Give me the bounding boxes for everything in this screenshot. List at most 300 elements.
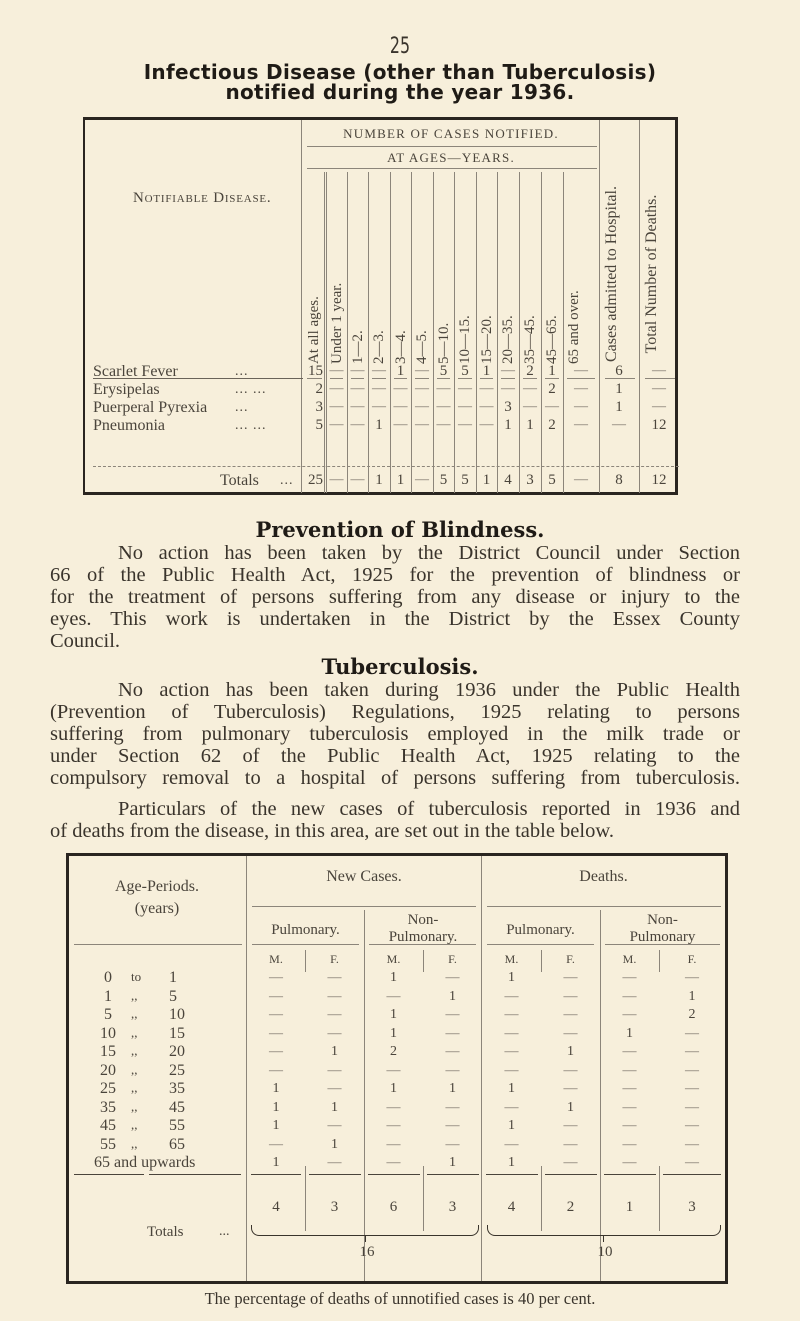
age-column-header: 3—4.: [393, 330, 409, 364]
age-from: 15: [100, 1043, 116, 1060]
table-cell: —: [685, 1136, 699, 1152]
table-cell: —: [523, 399, 537, 414]
age-from: 45: [100, 1117, 116, 1134]
table-cell: —: [393, 417, 408, 432]
table-cell: —: [685, 1155, 699, 1170]
totals-cell: 3: [688, 1199, 696, 1215]
divider: [433, 172, 434, 493]
table-cell: —: [574, 399, 588, 414]
age-separator: ,,: [131, 1043, 138, 1058]
table-cell: —: [436, 417, 451, 432]
table-cell: —: [269, 1044, 283, 1059]
infectious-title-line1: Infectious Disease (other than Tuberculosis): [143, 60, 657, 84]
table-cell: 1: [626, 1025, 633, 1041]
leader-dots: ... ...: [235, 418, 267, 433]
age-column-header: 10—15.: [457, 315, 473, 364]
table-cell: —: [445, 1044, 460, 1059]
table-cell: 6: [615, 363, 623, 379]
table-cell: —: [372, 363, 386, 378]
divider: [541, 1166, 542, 1231]
table-cell: —: [622, 1007, 637, 1022]
tuberculosis-heading: Tuberculosis.: [321, 654, 479, 679]
divider: [301, 120, 302, 493]
divider: [545, 1174, 597, 1175]
table-cell: —: [269, 1136, 283, 1152]
age-to: 5: [169, 987, 177, 1005]
table-cell: —: [622, 1081, 637, 1096]
table-cell: —: [386, 1155, 401, 1170]
table-cell: —: [269, 988, 283, 1004]
tuberculosis-paragraph-1: [50, 679, 740, 789]
table-cell: —: [445, 1007, 460, 1022]
totals-cell: 4: [272, 1199, 280, 1215]
table-cell: —: [415, 417, 429, 432]
table-cell: —: [445, 970, 460, 985]
age-to: 20: [169, 1043, 185, 1060]
table-cell: 3: [526, 472, 534, 488]
table-cell: —: [504, 988, 519, 1004]
table-cell: —: [504, 1099, 519, 1115]
table-cell: —: [563, 1025, 578, 1041]
divider: [427, 1174, 479, 1175]
age-column-header: At all ages.: [306, 296, 322, 364]
age-from: 10: [100, 1024, 116, 1042]
table-cell: —: [479, 381, 494, 396]
table-cell: 1: [548, 363, 556, 379]
divider: [563, 172, 564, 493]
age-column-header: 1—2.: [350, 330, 366, 364]
table-cell: —: [563, 1062, 578, 1078]
deaths-brace: [487, 1225, 721, 1236]
table-cell: 1: [272, 1118, 280, 1133]
age-to: 35: [169, 1080, 185, 1097]
table-cell: —: [504, 1025, 519, 1041]
table-cell: 3: [504, 399, 512, 415]
table-cell: —: [329, 472, 344, 487]
table-cell: 1: [508, 1155, 515, 1170]
divider: [541, 172, 542, 493]
nc-pulmonary-header: Pulmonary.: [271, 922, 340, 938]
table-cell: 5: [548, 472, 556, 488]
table-cell: 1: [482, 363, 491, 379]
new-cases-brace: [251, 1225, 479, 1236]
age-from: 5: [104, 1006, 112, 1023]
table-cell: —: [327, 970, 342, 985]
deaths-column-header: Total Number of Deaths.: [643, 194, 660, 354]
divider: [659, 1166, 660, 1231]
divider: [476, 172, 477, 493]
age-separator: ,,: [131, 1135, 138, 1151]
table-cell: 8: [615, 472, 623, 488]
table-cell: —: [622, 1155, 637, 1170]
divider: [390, 172, 391, 493]
table-cell: 1: [390, 1007, 397, 1022]
table-cell: —: [504, 1136, 519, 1152]
divider: [368, 1174, 420, 1175]
table-cell: —: [350, 472, 365, 487]
table-cell: 1: [272, 1099, 280, 1115]
divider: [305, 1166, 306, 1231]
age-from: 35: [100, 1098, 116, 1116]
age-to: 10: [169, 1006, 185, 1023]
divider: [93, 466, 679, 467]
table-cell: —: [327, 1025, 342, 1041]
age-to: 15: [169, 1024, 185, 1042]
age-separator: ,,: [131, 987, 138, 1003]
divider: [423, 1166, 424, 1231]
table-cell: —: [350, 363, 365, 378]
table-cell: —: [445, 1062, 460, 1078]
divider: [639, 120, 640, 493]
table-cell: —: [329, 399, 344, 414]
divider: [347, 172, 348, 493]
blindness-heading: Prevention of Blindness.: [255, 517, 545, 542]
table-cell: 12: [651, 472, 667, 488]
age-separator: ,,: [131, 1061, 138, 1077]
table-cell: 2: [390, 1044, 397, 1059]
age-to: 55: [169, 1117, 185, 1134]
table-cell: —: [612, 417, 626, 432]
table-cell: —: [458, 381, 472, 396]
table-cell: 1: [504, 417, 512, 433]
notifiable-disease-header: Notifiable Disease.: [133, 190, 272, 206]
divider: [324, 172, 325, 493]
new-cases-header: New Cases.: [326, 868, 402, 885]
table-cell: 1: [615, 381, 623, 397]
table-cell: —: [501, 363, 515, 378]
sex-column-header: F.: [687, 952, 697, 966]
divider: [326, 172, 327, 493]
infectious-title-line2: notified during the year 1936.: [225, 80, 575, 104]
divider: [307, 146, 597, 147]
table-cell: 5: [461, 363, 469, 379]
table-cell: —: [329, 381, 344, 396]
text-line: No action has been taken by the District Council under Section: [118, 542, 740, 564]
table-cell: 5: [461, 472, 469, 488]
divider: [252, 944, 359, 945]
table-cell: —: [393, 381, 408, 396]
deaths-header: Deaths.: [579, 868, 628, 885]
divider: [252, 906, 476, 907]
table-cell: 2: [526, 363, 534, 379]
totals-cell: 3: [330, 1199, 339, 1215]
age-to: 45: [169, 1098, 185, 1116]
cases-notified-header: NUMBER OF CASES NOTIFIED.: [343, 126, 559, 141]
age-column-header: 2—3.: [371, 330, 387, 364]
divider: [541, 950, 542, 972]
divider: [411, 172, 412, 493]
table-cell: 3: [315, 399, 323, 415]
tuberculosis-table: [66, 853, 728, 1284]
disease-name: Pneumonia: [93, 417, 165, 434]
table-cell: —: [415, 381, 429, 396]
totals-label: Totals: [147, 1224, 184, 1240]
age-separator: ,,: [131, 1080, 138, 1095]
infectious-disease-table: [83, 117, 678, 495]
table-cell: 5: [439, 363, 448, 379]
divider: [423, 950, 424, 972]
table-cell: —: [269, 970, 283, 985]
divider: [74, 944, 242, 945]
table-cell: —: [436, 381, 451, 396]
table-cell: 1: [508, 1081, 515, 1096]
table-cell: —: [329, 417, 344, 432]
table-cell: —: [445, 1118, 460, 1133]
table-cell: —: [545, 399, 559, 414]
age-column-header: 35—45.: [522, 315, 538, 364]
table-cell: —: [436, 399, 451, 414]
age-period-label: 65 and upwards: [94, 1154, 196, 1171]
table-cell: —: [685, 1062, 699, 1078]
table-cell: —: [386, 1062, 401, 1078]
divider: [309, 1174, 361, 1175]
age-column-header: 45—65.: [544, 315, 560, 364]
table-cell: —: [574, 381, 588, 396]
table-cell: —: [269, 1062, 283, 1078]
divider: [487, 906, 721, 907]
leader-dots: ... ...: [235, 382, 267, 397]
table-cell: —: [685, 1025, 699, 1041]
divider: [368, 172, 369, 493]
table-cell: —: [350, 399, 365, 414]
divider: [605, 944, 720, 945]
page-number: 25: [389, 34, 411, 59]
table-cell: 1: [615, 399, 623, 415]
table-cell: —: [685, 1044, 699, 1059]
blindness-paragraph: [50, 542, 740, 652]
table-cell: —: [501, 381, 515, 396]
table-cell: 25: [308, 472, 323, 488]
table-cell: —: [652, 363, 666, 378]
table-cell: 1: [331, 1099, 338, 1115]
totals-cell: 1: [625, 1199, 634, 1215]
new-cases-grand-total: 16: [359, 1244, 375, 1260]
table-cell: 1: [449, 988, 456, 1004]
table-cell: —: [458, 417, 472, 432]
divider: [74, 1174, 144, 1175]
footer-note: The percentage of deaths of unnotified cases is 40 per cent.: [204, 1289, 596, 1308]
divider: [663, 1174, 721, 1175]
sex-column-header: M.: [504, 952, 519, 966]
table-cell: —: [415, 363, 429, 378]
table-cell: 2: [548, 417, 556, 433]
divider: [454, 172, 455, 493]
tuberculosis-paragraph-2: [50, 798, 740, 842]
table-cell: —: [350, 417, 365, 432]
table-cell: —: [685, 1081, 699, 1096]
table-cell: 1: [390, 1025, 397, 1041]
age-to: 1: [169, 969, 177, 986]
table-cell: 1: [567, 1044, 574, 1059]
age-separator: ,,: [131, 1006, 138, 1021]
divider: [659, 950, 660, 972]
table-cell: —: [523, 381, 537, 396]
table-cell: —: [622, 1044, 637, 1059]
divider: [369, 944, 476, 945]
table-cell: —: [386, 1099, 401, 1115]
table-cell: —: [504, 1062, 519, 1078]
table-cell: 1: [375, 417, 383, 433]
table-cell: 1: [331, 1136, 338, 1152]
table-cell: —: [386, 1136, 401, 1152]
table-cell: —: [386, 1118, 401, 1133]
text-line: (Prevention of Tuberculosis) Regulations, 1925 relating to persons: [50, 701, 740, 723]
table-cell: 5: [439, 472, 448, 488]
disease-name: Scarlet Fever: [93, 363, 178, 380]
text-line: suffering from pulmonary tuberculosis employed in the milk trade or: [50, 723, 740, 745]
sex-column-header: M.: [269, 952, 283, 966]
table-cell: —: [415, 472, 429, 487]
age-from: 1: [104, 987, 112, 1005]
at-ages-header: AT AGES—YEARS.: [387, 150, 515, 165]
table-cell: 5: [315, 417, 323, 433]
sex-column-header: M.: [386, 952, 401, 966]
nc-non-pulmonary-header-line1: Non-: [407, 912, 439, 928]
age-column-header: 15—20.: [479, 315, 495, 364]
table-cell: —: [504, 1044, 519, 1059]
deaths-grand-total: 10: [597, 1244, 613, 1260]
table-cell: —: [574, 417, 588, 432]
divider: [246, 856, 247, 1281]
age-from: 25: [100, 1080, 116, 1097]
d-non-pulmonary-header-line1: Non-: [647, 912, 678, 928]
table-cell: —: [574, 472, 588, 487]
hospital-column-header: Cases admitted to Hospital.: [603, 186, 620, 362]
table-cell: —: [622, 1099, 637, 1115]
table-cell: —: [622, 970, 637, 985]
table-cell: —: [327, 1062, 342, 1078]
table-cell: —: [269, 1025, 283, 1041]
text-line: 66 of the Public Health Act, 1925 for the prevention of blindness or: [50, 564, 740, 586]
table-cell: —: [563, 1007, 578, 1022]
table-cell: 1: [396, 472, 405, 488]
table-cell: —: [329, 363, 344, 378]
leader-dots: ...: [235, 364, 249, 379]
brace-tip: [603, 1236, 604, 1242]
text-line: for the treatment of persons suffering from any disease or injury to the: [50, 586, 740, 608]
age-periods-units: (years): [134, 900, 180, 917]
table-cell: —: [445, 1025, 460, 1041]
nc-non-pulmonary-header-line2: Pulmonary.: [388, 929, 458, 945]
table-cell: —: [622, 988, 637, 1004]
text-line: Council.: [50, 630, 121, 652]
age-separator: ,,: [131, 1098, 138, 1114]
divider: [486, 1174, 538, 1175]
sex-column-header: M.: [622, 952, 637, 966]
age-from: 55: [100, 1135, 116, 1153]
table-cell: 15: [308, 363, 323, 379]
divider: [251, 1174, 301, 1175]
table-cell: —: [415, 399, 429, 414]
d-pulmonary-header: Pulmonary.: [506, 922, 575, 938]
table-cell: —: [327, 1081, 342, 1096]
age-from: 20: [100, 1061, 116, 1079]
table-cell: —: [652, 381, 666, 396]
table-cell: —: [327, 1155, 342, 1170]
table-cell: 1: [567, 1099, 574, 1115]
table-cell: 1: [449, 1155, 456, 1170]
age-column-header: 5—10.: [436, 322, 452, 364]
text-line: Particulars of the new cases of tuberculosis reported in 1936 and: [118, 798, 740, 820]
age-column-header: 65 and over.: [566, 290, 582, 364]
divider: [487, 944, 594, 945]
text-line: eyes. This work is undertaken in the District by the Essex County: [50, 608, 740, 630]
age-column-header: 20—35.: [500, 315, 516, 364]
table-cell: 1: [272, 1155, 280, 1170]
table-cell: 1: [375, 472, 383, 488]
totals-dots: ...: [219, 1224, 230, 1239]
table-cell: 4: [504, 472, 512, 488]
table-cell: 1: [396, 363, 405, 379]
table-cell: —: [327, 988, 342, 1004]
divider: [481, 856, 482, 1281]
text-line: compulsory removal to a hospital of persons suffering from tuberculosis.: [50, 767, 740, 789]
table-cell: —: [372, 399, 386, 414]
divider: [307, 168, 597, 169]
table-cell: —: [685, 1099, 699, 1115]
table-cell: —: [563, 1081, 578, 1096]
table-cell: 2: [315, 381, 323, 397]
age-separator: to: [131, 969, 142, 984]
d-non-pulmonary-header-line2: Pulmonary: [629, 929, 696, 945]
age-to: 25: [169, 1061, 185, 1079]
table-cell: 1: [449, 1081, 456, 1096]
table-cell: —: [445, 1099, 460, 1115]
divider: [497, 172, 498, 493]
table-cell: —: [386, 988, 401, 1004]
divider: [599, 120, 600, 493]
age-separator: ,,: [131, 1117, 138, 1132]
table-cell: —: [563, 988, 578, 1004]
brace-tip: [365, 1236, 366, 1242]
totals-cell: 4: [507, 1199, 516, 1215]
table-cell: 12: [651, 417, 667, 433]
text-line: under Section 62 of the Public Health Act, 1925 relating to the: [50, 745, 740, 767]
text-line: of deaths from the disease, in this area, are set out in the table below.: [50, 820, 614, 842]
table-cell: —: [504, 1007, 519, 1022]
divider: [519, 172, 520, 493]
table-cell: 1: [508, 1118, 515, 1133]
table-cell: —: [685, 1118, 699, 1133]
table-cell: 2: [688, 1007, 696, 1022]
table-cell: —: [622, 1136, 637, 1152]
table-cell: 1: [390, 970, 397, 985]
text-line: No action has been taken during 1936 under the Public Health: [118, 679, 740, 701]
divider: [149, 1174, 241, 1175]
table-cell: —: [327, 1007, 342, 1022]
divider: [604, 1174, 656, 1175]
table-cell: 2: [548, 381, 556, 397]
table-cell: —: [458, 399, 472, 414]
table-cell: 1: [688, 988, 696, 1004]
table-cell: —: [372, 381, 386, 396]
table-cell: —: [563, 1118, 578, 1133]
age-column-header: 4—5.: [414, 330, 430, 364]
leader-dots: ...: [280, 473, 294, 488]
table-cell: —: [479, 417, 494, 432]
table-cell: —: [563, 1155, 578, 1170]
table-cell: —: [563, 1136, 578, 1152]
age-separator: ,,: [131, 1024, 138, 1040]
age-column-header: Under 1 year.: [329, 282, 345, 364]
table-cell: —: [479, 399, 494, 414]
table-cell: —: [327, 1118, 342, 1133]
table-cell: 1: [272, 1081, 280, 1096]
table-cell: —: [622, 1062, 637, 1078]
table-cell: 1: [508, 970, 515, 985]
table-cell: 1: [482, 472, 491, 488]
sex-column-header: F.: [330, 952, 339, 966]
